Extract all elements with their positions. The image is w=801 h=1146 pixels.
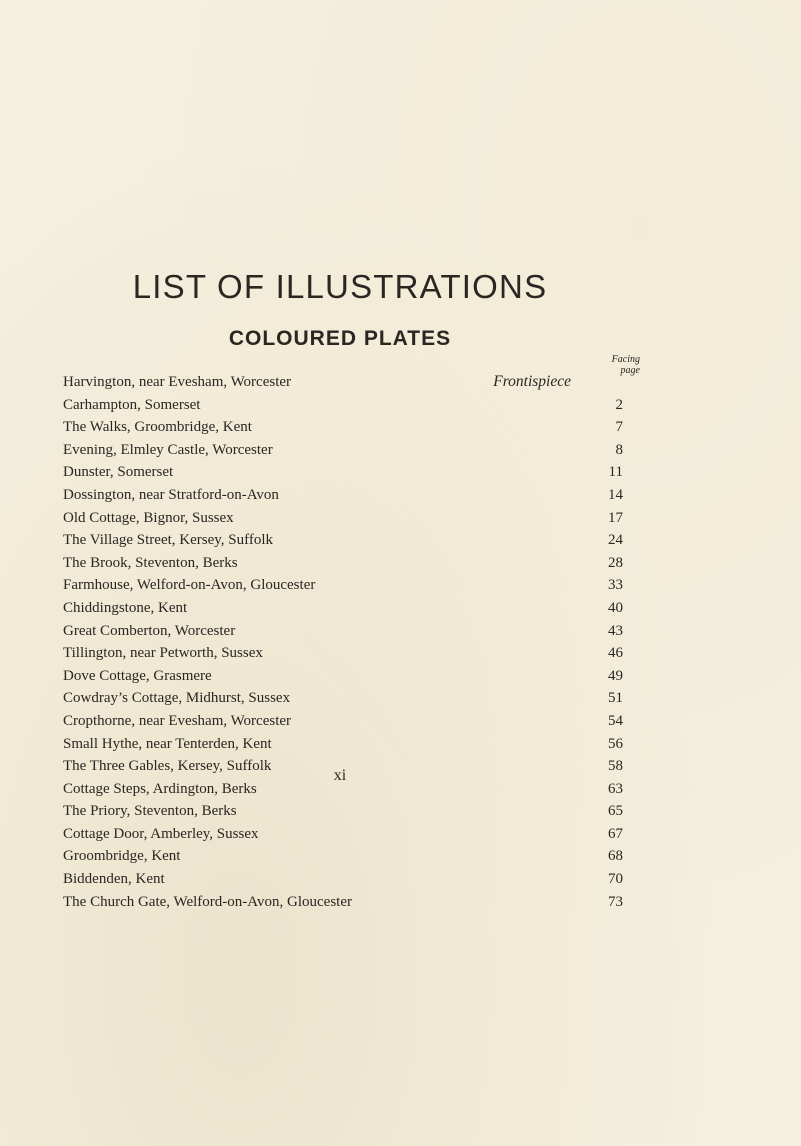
entry-title: The Church Gate, Welford-on-Avon, Gloucester: [63, 893, 352, 910]
facing-label: Facing: [611, 354, 640, 365]
page-title: LIST OF ILLUSTRATIONS: [132, 268, 548, 305]
entry-title: Harvington, near Evesham, Worcester: [63, 374, 292, 390]
entry-title: Tillington, near Petworth, Sussex: [63, 645, 263, 662]
entry-title: Carhampton, Somerset: [63, 396, 201, 413]
entry-page: 51: [608, 690, 623, 707]
entry-title: Dove Cottage, Grasmere: [63, 667, 212, 684]
entry-page: Frontispiece: [493, 373, 571, 390]
list-item: [63, 439, 623, 462]
list-item: [63, 891, 623, 914]
entry-title: Old Cottage, Bignor, Sussex: [63, 509, 234, 526]
list-item: [63, 733, 623, 756]
list-item: [63, 597, 623, 620]
entry-page: 2: [615, 396, 623, 413]
list-item: [63, 665, 623, 688]
entry-title: Farmhouse, Welford-on-Avon, Gloucester: [63, 577, 316, 594]
entry-title: Great Comberton, Worcester: [63, 622, 236, 639]
entry-page: 68: [608, 848, 623, 865]
entry-title: Groombridge, Kent: [63, 848, 181, 865]
list-item: [63, 484, 623, 507]
entry-title: The Village Street, Kersey, Suffolk: [63, 532, 274, 549]
page-number: xi: [333, 767, 347, 784]
entry-page: 11: [608, 464, 623, 481]
entry-title: Cottage Door, Amberley, Sussex: [63, 825, 259, 842]
entry-title: The Three Gables, Kersey, Suffolk: [63, 758, 272, 775]
entry-page: 56: [608, 735, 623, 752]
entry-title: Cropthorne, near Evesham, Worcester: [63, 712, 292, 729]
entry-page: 8: [615, 441, 623, 458]
list-item: [63, 529, 623, 552]
entry-page: 43: [608, 622, 623, 639]
list-item: [63, 461, 623, 484]
entry-title: The Priory, Steventon, Berks: [63, 803, 237, 820]
entry-title: Evening, Elmley Castle, Worcester: [63, 441, 273, 458]
entry-title: Small Hythe, near Tenterden, Kent: [63, 735, 272, 752]
list-item: [63, 416, 623, 439]
entry-page: 65: [608, 803, 623, 820]
entry-page: 70: [608, 871, 623, 888]
list-item: [63, 574, 623, 597]
list-item: [63, 371, 623, 394]
entry-page: 40: [608, 599, 623, 616]
entry-title: Cowdray’s Cottage, Midhurst, Sussex: [63, 690, 291, 707]
entry-page: 54: [608, 712, 623, 729]
entry-title: Cottage Steps, Ardington, Berks: [63, 780, 257, 797]
list-item: [63, 507, 623, 530]
list-item: [63, 868, 623, 891]
entry-page: 49: [608, 667, 623, 684]
entry-title: The Brook, Steventon, Berks: [63, 554, 238, 571]
list-item: [63, 552, 623, 575]
illustration-list: [63, 371, 623, 913]
entry-title: Dunster, Somerset: [63, 464, 174, 481]
entry-page: 17: [608, 509, 623, 526]
list-item: [63, 800, 623, 823]
entry-page: 73: [608, 893, 623, 910]
list-item: [63, 823, 623, 846]
entry-page: 33: [608, 577, 623, 594]
entry-page: 46: [608, 645, 623, 662]
entry-title: The Walks, Groombridge, Kent: [63, 419, 252, 436]
list-item: [63, 642, 623, 665]
list-item: [63, 394, 623, 417]
entry-title: Biddenden, Kent: [63, 871, 165, 888]
entry-page: 58: [608, 758, 623, 775]
entry-title: Dossington, near Stratford-on-Avon: [63, 486, 279, 503]
entry-page: 67: [608, 825, 623, 842]
entry-page: 7: [615, 419, 623, 436]
list-item: [63, 620, 623, 643]
page-label: page: [620, 365, 640, 376]
entry-title: Chiddingstone, Kent: [63, 599, 188, 616]
entry-page: 63: [608, 780, 623, 797]
section-title: COLOURED PLATES: [228, 327, 452, 350]
list-item: [63, 845, 623, 868]
entry-page: 28: [608, 554, 623, 571]
list-item: [63, 710, 623, 733]
entry-page: 24: [608, 532, 623, 549]
list-item: [63, 687, 623, 710]
entry-page: 14: [608, 486, 623, 503]
